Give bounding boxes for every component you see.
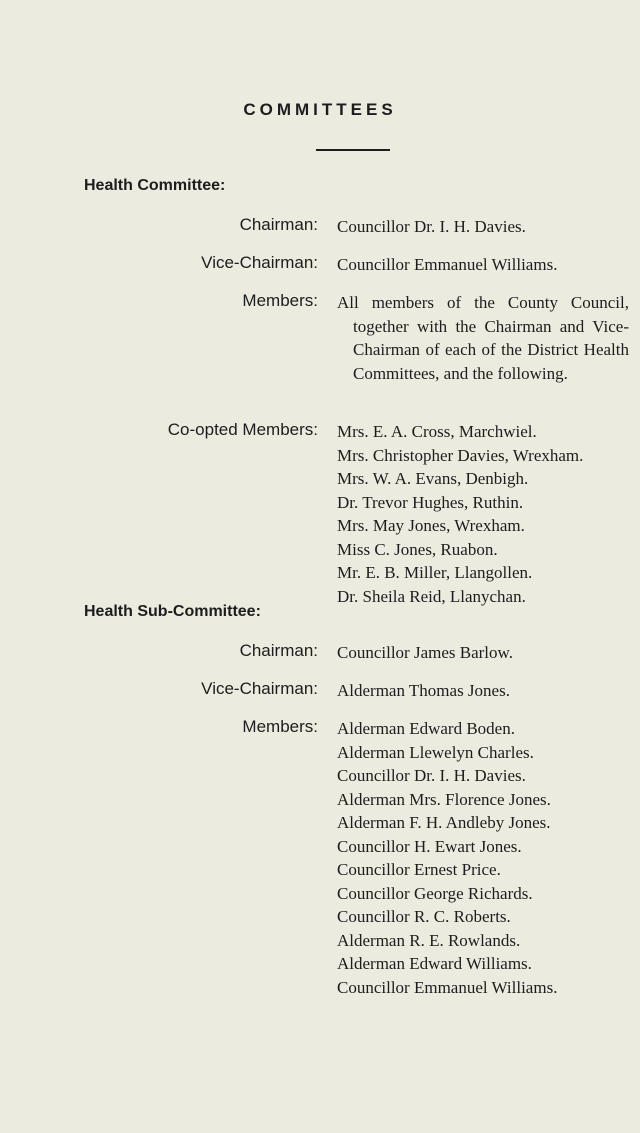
list-item: Alderman Mrs. Florence Jones. bbox=[337, 789, 551, 809]
list-item: Dr. Sheila Reid, Llanychan. bbox=[337, 586, 526, 606]
chairman-value: Councillor James Barlow. bbox=[337, 643, 513, 662]
list-item: Councillor George Richards. bbox=[337, 883, 533, 903]
vice-chairman-value: Councillor Emmanuel Williams. bbox=[337, 255, 558, 274]
vice-chairman-label: Vice-Chairman: bbox=[201, 679, 318, 698]
title-rule bbox=[316, 149, 390, 151]
members-label: Members: bbox=[242, 291, 318, 310]
members-text: All members of the County Council, together with the Chairman and Vice-Chairman of each of the District Health Committees, and the following. bbox=[337, 293, 629, 383]
list-item: Mrs. E. A. Cross, Marchwiel. bbox=[337, 422, 537, 441]
list-item: Mr. E. B. Miller, Llangollen. bbox=[337, 563, 533, 582]
chairman-label: Chairman: bbox=[239, 641, 318, 660]
coopted-label: Co-opted Members: bbox=[167, 420, 318, 439]
list-item: Councillor Emmanuel Williams. bbox=[337, 977, 558, 997]
chairman-label: Chairman: bbox=[239, 215, 318, 234]
health-sub-committee-heading: Health Sub-Committee: bbox=[84, 603, 261, 620]
health-committee-heading: Health Committee: bbox=[84, 177, 226, 194]
list-item: Alderman F. H. Andleby Jones. bbox=[337, 813, 551, 832]
page-title: COMMITTEES bbox=[243, 100, 397, 119]
vice-chairman-label: Vice-Chairman: bbox=[201, 253, 318, 272]
list-item: Councillor R. C. Roberts. bbox=[337, 907, 511, 926]
list-item: Councillor Dr. I. H. Davies. bbox=[337, 766, 526, 785]
list-item: Councillor Ernest Price. bbox=[337, 860, 501, 879]
members-label: Members: bbox=[242, 717, 318, 736]
list-item: Mrs. Christopher Davies, Wrexham. bbox=[337, 445, 584, 465]
list-item: Alderman R. E. Rowlands. bbox=[337, 930, 521, 950]
chairman-value: Councillor Dr. I. H. Davies. bbox=[337, 217, 526, 236]
list-item: Mrs. W. A. Evans, Denbigh. bbox=[337, 469, 529, 488]
vice-chairman-value: Alderman Thomas Jones. bbox=[337, 681, 510, 700]
list-item: Councillor H. Ewart Jones. bbox=[337, 836, 522, 856]
list-item: Miss C. Jones, Ruabon. bbox=[337, 539, 498, 559]
list-item: Alderman Llewelyn Charles. bbox=[337, 742, 534, 762]
list-item: Mrs. May Jones, Wrexham. bbox=[337, 516, 525, 535]
list-item: Dr. Trevor Hughes, Ruthin. bbox=[337, 492, 524, 512]
list-item: Alderman Edward Williams. bbox=[337, 954, 532, 973]
list-item: Alderman Edward Boden. bbox=[337, 719, 515, 738]
